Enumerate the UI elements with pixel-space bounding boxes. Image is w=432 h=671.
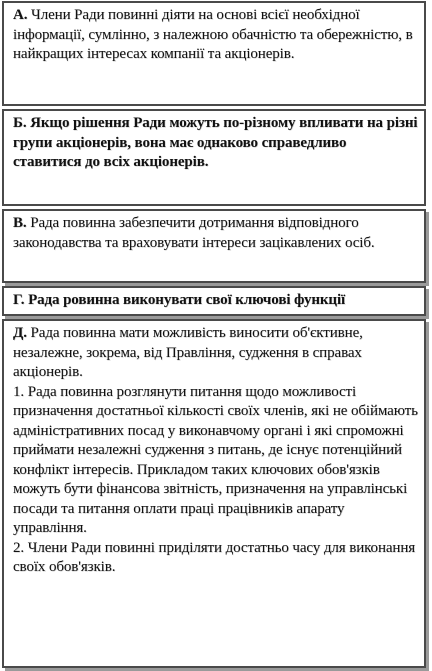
- block-a-letter: А.: [13, 7, 28, 23]
- block-e-item-1: 1. Рада повинна розглянути питання щодо можливості призначення достатньої кількості своїх членів, які не обіймають адміністративних посад у виконавчому органі і які спроможні приймати незалежні судження з питань, де існує потенційний конфлікт інтересів. Прикладом таких ключових обов'язків можуть бути фінансова звітність, призначення на управлінські посади та питання оплати праці працівників апарату управління.: [13, 383, 418, 536]
- block-d-letter: Г.: [13, 292, 25, 308]
- principle-block-b: [2, 109, 426, 206]
- principle-block-a: [2, 1, 426, 106]
- block-a-text: Члени Ради повинні діяти на основі всієї необхідної інформації, сумлінно, з належною обачністю та обережністю, в найкращих інтересах компанії та акціонерів.: [13, 7, 413, 62]
- block-e-text: Рада повинна мати можливість виносити об'єктивне, незалежне, зокрема, від Правління, судження в справах акціонерів.: [13, 325, 363, 380]
- block-c-text: Рада повинна забезпечити дотримання відповідного законодавства та враховувати інтереси зацікавлених осіб.: [13, 215, 375, 251]
- principle-block-c: [2, 209, 426, 283]
- block-e-item-2: 2. Члени Ради повинні приділяти достатньо часу для виконання своїх обов'язків.: [13, 539, 416, 575]
- principle-block-d: [2, 286, 426, 316]
- block-e-letter: Д.: [13, 325, 27, 341]
- block-b-letter: Б.: [13, 115, 27, 131]
- block-d-text: Рада ровинна виконувати свої ключові функції: [28, 292, 346, 308]
- block-c-letter: В.: [13, 215, 27, 231]
- block-b-text: Якщо рішення Ради можуть по-різному впливати на різні групи акціонерів, вона має однаково справедливо ставитися до всіх акціонерів.: [13, 115, 418, 170]
- principle-block-e: [2, 319, 426, 668]
- block-e-intro: [13, 324, 418, 383]
